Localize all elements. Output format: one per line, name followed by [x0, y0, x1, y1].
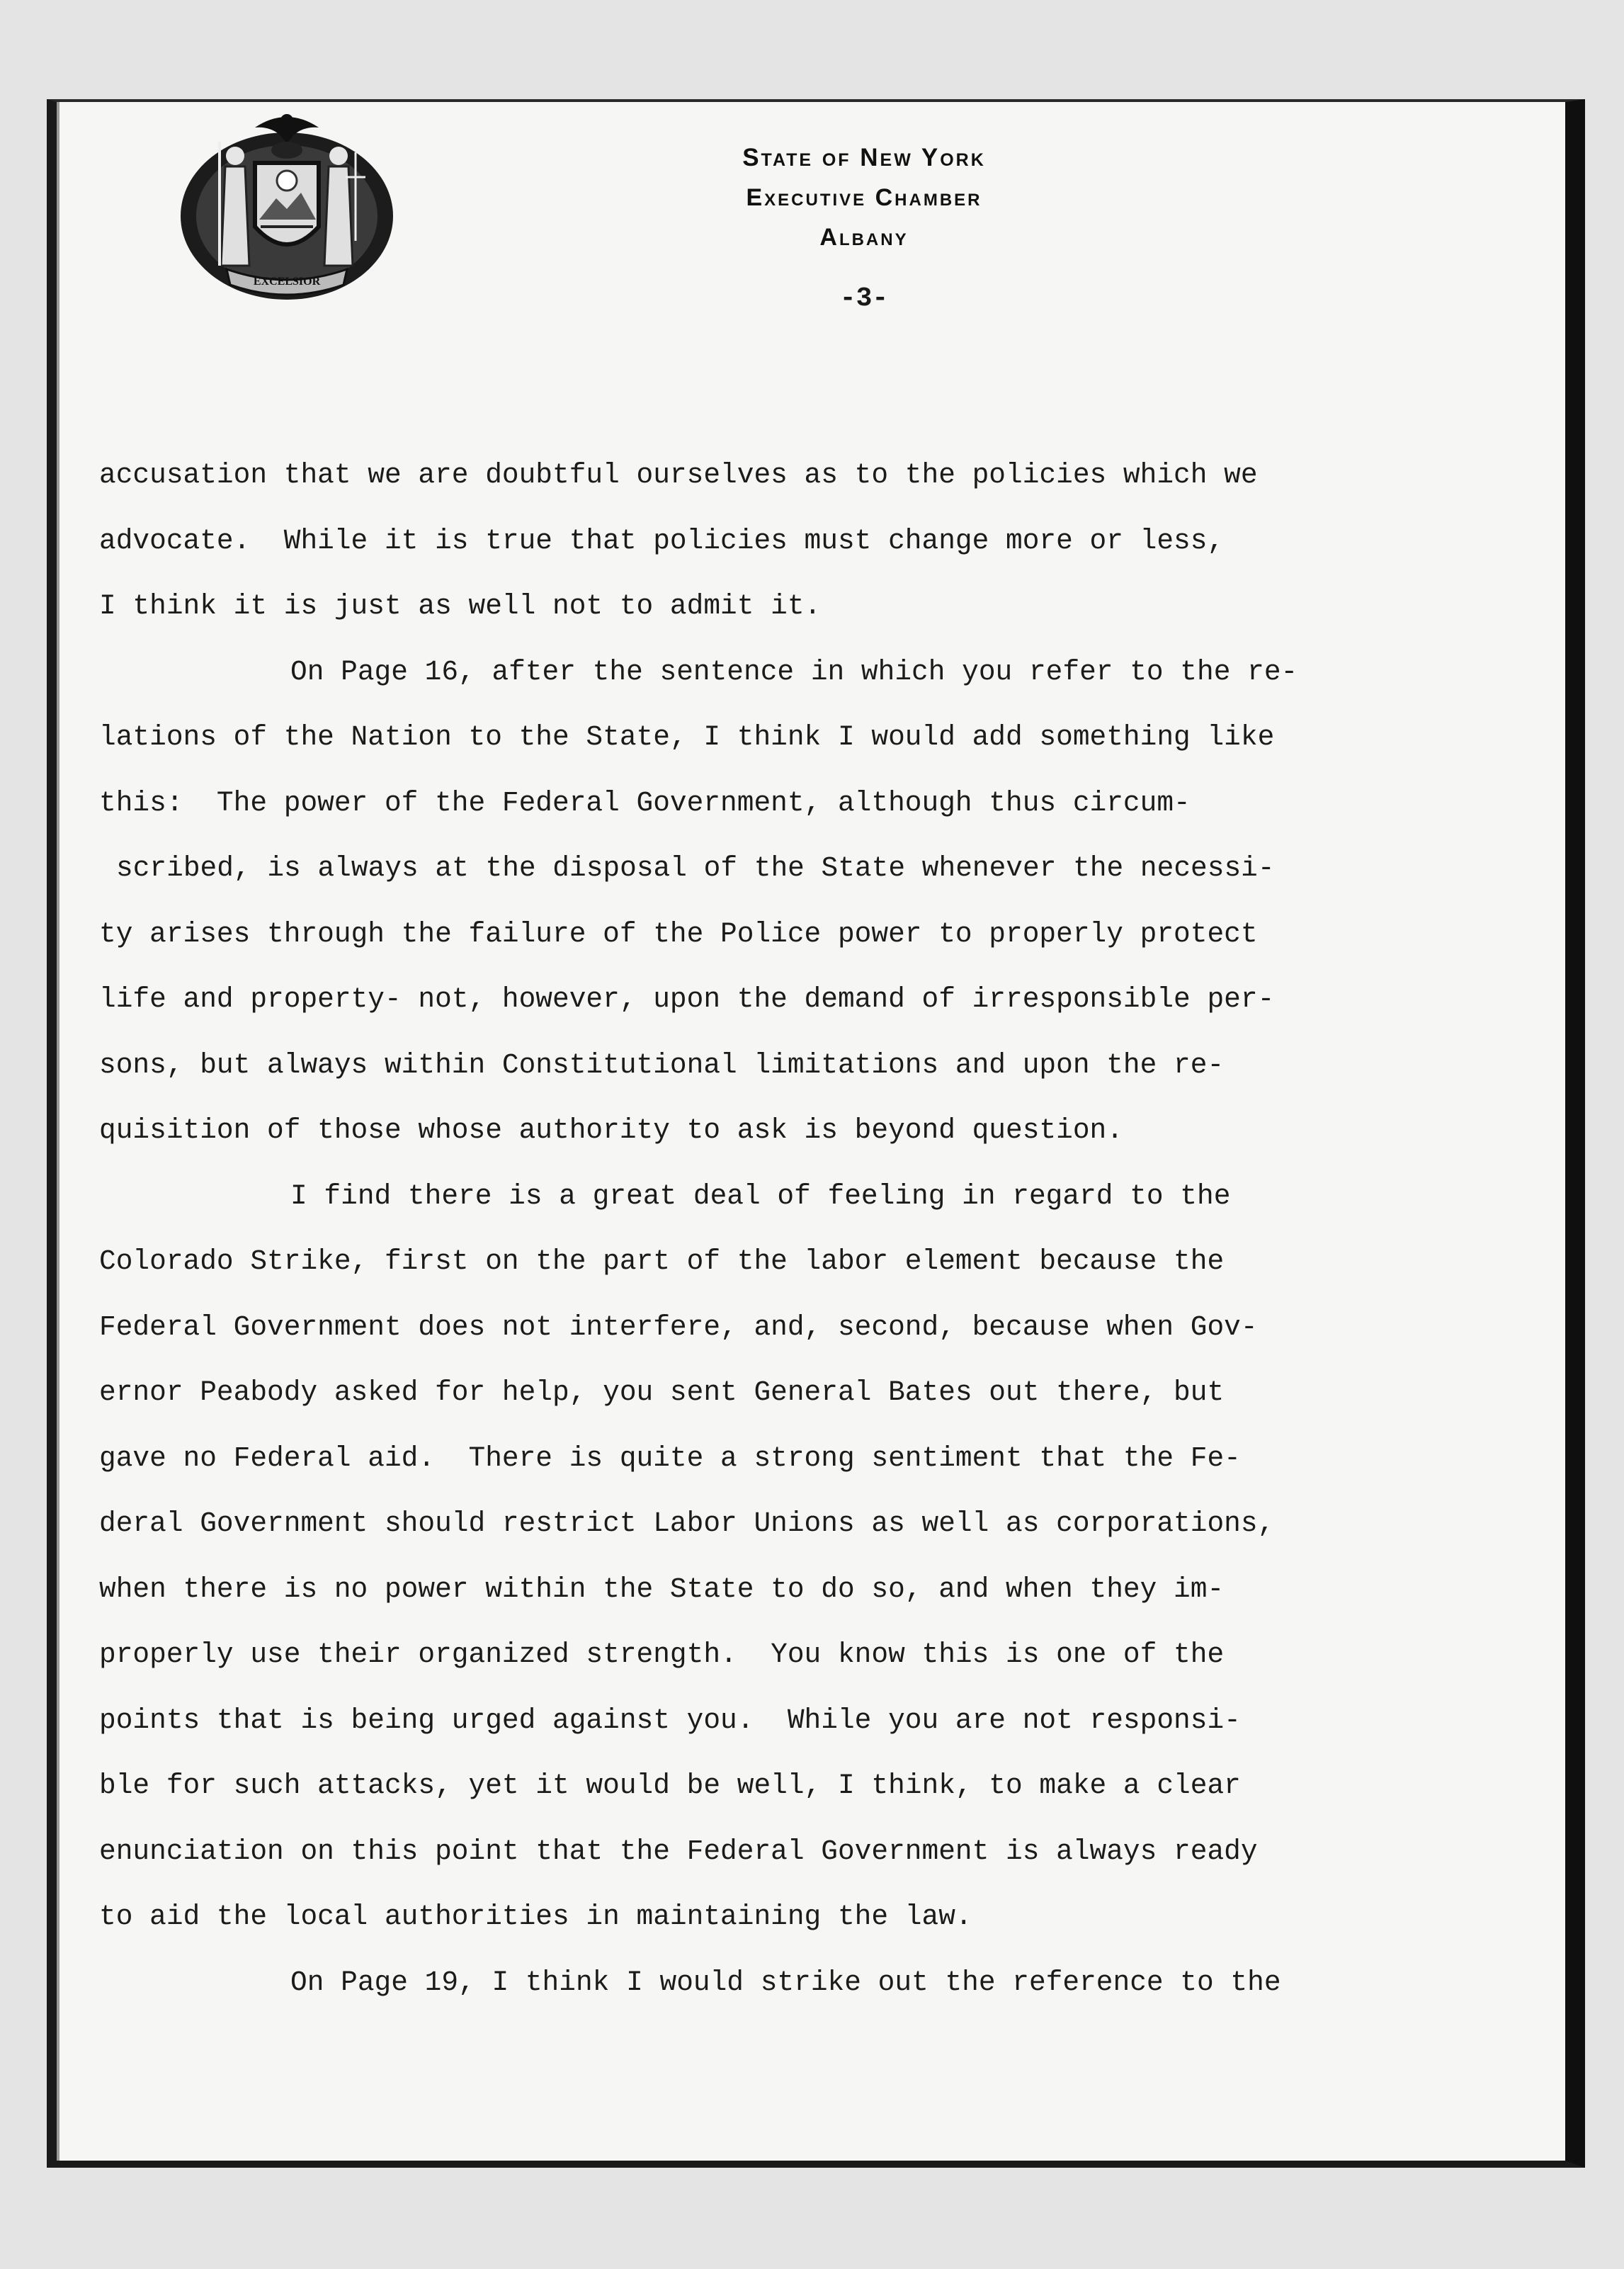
letterhead-chamber: Executive Chamber	[746, 184, 982, 211]
letter-body	[99, 443, 1487, 2015]
body-line: life and property- not, however, upon the demand of irresponsible per-	[99, 983, 1275, 1015]
body-line: sons, but always within Constitutional limitations and upon the re-	[99, 1048, 1225, 1081]
body-line: points that is being urged against you. While you are not responsi-	[99, 1704, 1241, 1736]
body-line: accusation that we are doubtful ourselves as to the policies which we	[99, 459, 1258, 491]
body-line: ty arises through the failure of the Police power to properly protect	[99, 917, 1258, 950]
body-line: ernor Peabody asked for help, you sent General Bates out there, but	[99, 1376, 1225, 1408]
body-line: deral Government should restrict Labor Unions as well as corporations,	[99, 1507, 1275, 1539]
letterhead-state: State of New York	[742, 144, 986, 171]
body-line: quisition of those whose authority to ask is beyond question.	[99, 1114, 1123, 1146]
body-line: Federal Government does not interfere, and, second, because when Gov-	[99, 1311, 1258, 1343]
body-line: On Page 16, after the sentence in which you refer to the re-	[290, 655, 1298, 688]
body-line: advocate. While it is true that policies must change more or less,	[99, 524, 1225, 557]
body-line: scribed, is always at the disposal of the State whenever the necessi-	[116, 852, 1275, 884]
letterhead-city: Albany	[819, 224, 909, 251]
body-line: On Page 19, I think I would strike out the reference to the	[290, 1966, 1281, 1998]
body-line: when there is no power within the State to do so, and when they im-	[99, 1573, 1225, 1605]
body-line: properly use their organized strength. You know this is one of the	[99, 1639, 1225, 1670]
page-number: -3-	[839, 283, 889, 314]
state-seal-icon	[170, 99, 404, 312]
body-line: lations of the Nation to the State, I think I would add something like	[99, 721, 1275, 753]
body-line: I find there is a great deal of feeling in regard to the	[290, 1179, 1231, 1212]
body-line: to aid the local authorities in maintaining the law.	[99, 1901, 972, 1933]
body-line: this: The power of the Federal Government, although thus circum-	[99, 786, 1191, 819]
body-line: I think it is just as well not to admit it.	[99, 590, 822, 622]
body-line: ble for such attacks, yet it would be well, I think, to make a clear	[99, 1770, 1241, 1801]
body-line: gave no Federal aid. There is quite a strong sentiment that the Fe-	[99, 1442, 1241, 1474]
body-line: Colorado Strike, first on the part of the labor element because the	[99, 1245, 1225, 1277]
body-line: enunciation on this point that the Federal Government is always ready	[99, 1835, 1258, 1867]
letterhead	[609, 138, 1119, 257]
seal-motto: EXCELSIOR	[253, 276, 321, 288]
